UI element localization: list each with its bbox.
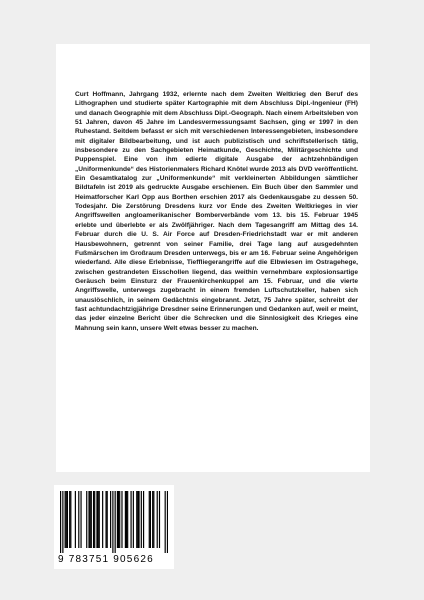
text-panel	[56, 44, 370, 472]
barcode-bar	[141, 491, 142, 548]
barcode-bar	[67, 491, 68, 548]
isbn-number: 9 783751 905626	[58, 554, 154, 565]
barcode-bar	[110, 491, 111, 548]
barcode-bar	[105, 491, 106, 548]
barcode-bar	[152, 491, 153, 548]
barcode-bar	[112, 491, 113, 553]
barcode-bar	[167, 491, 168, 553]
barcode-bar	[88, 491, 89, 548]
barcode-bar	[66, 491, 67, 548]
barcode-bar	[130, 491, 131, 548]
author-blurb: Curt Hoffmann, Jahrgang 1932, erlernte nach dem Zweiten Weltkrieg den Beruf des Lithographen und studierte später Kartographie mit dem Abschluss Dipl.-Ingenieur (FH) und danach Geographie mit dem Abschluss Dipl.-Geograph. Nach einem Arbeitsleben von 51 Jahren, davon 45 Jahre im Landesvermessungsamt Sachsen, ging er 1997 in den Ruhestand. Seitdem befasst er sich mit verschiedenen Interessengebieten, insbesondere mit digitaler Bildbearbeitung, und ist auch publizistisch und schriftstellerisch tätig, insbesondere zu den Sachgebieten Heimatkunde, Geschichte, Militärgeschichte und Puppenspiel. Eine von ihm edierte digitale Ausgabe der achtzehnbändigen „Uniformenkunde“ des Historienmalers Richard Knötel wurde 2013 als DVD veröffentlicht. Ein Gesamtkatalog zur „Uniformenkunde“ mit verkleinerten Abbildungen sämtlicher Bildtafeln ist 2019 als gedruckte Ausgabe erschienen. Ein Buch über den Sammler und Heimatforscher Karl Opp aus Borthen erschien 2017 als Gedenkausgabe zu dessen 50. Todesjahr. Die Zerstörung Dresdens kurz vor Ende des Zweiten Weltkrieges in vier Angriffswellen angloamerikanischer Bomberverbände vom 13. bis 15. Februar 1945 erlebte und überlebte er als Zwölfjähriger. Nach dem Tagesangriff am Mittag des 14. Februar durch die U. S. Air Force auf Dresden-Friedrichstadt war er mit anderen Hausbewohnern, getrennt von seiner Familie, drei Tage lang auf ausgedehnten Fußmärschen im Großraum Dresden unterwegs, bis er am 16. Februar seine Angehörigen wiederfand. Alle diese Erlebnisse, Tieffliegerangriffe auf die Elbwiesen im Ostragehege, zwischen gestrandeten Eisschollen liegend, das weithin vernehmbare explosionsartige Geräusch beim Einsturz der Frauenkirchenkuppel am 15. Februar, und die vierte Angriffswelle, unterwegs zugebracht in einem fremden Luftschutzkeller, haben sich unauslöschlich, in seinem Gedächtnis eingebrannt. Jetzt, 75 Jahre später, schreibt der fast achtundachtzigjährige Dresdner seine Erinnerungen und Gedanken auf, weil er meint, das jeder einzelne Bericht über die Schrecken und die Sinnlosigkeit des Krieges eine Mahnung sein kann, unsere Welt etwas besser zu machen.	[75, 91, 358, 332]
barcode-bar	[98, 491, 99, 548]
barcode-bar	[107, 491, 108, 548]
barcode-bar	[78, 491, 79, 548]
barcode-bar	[165, 491, 166, 553]
barcode-bar	[96, 491, 97, 548]
barcode-bar	[65, 491, 66, 548]
barcode-bar	[99, 491, 100, 548]
barcode-bar	[138, 491, 139, 548]
barcode-bar	[115, 491, 116, 553]
barcode-bar	[91, 491, 92, 548]
barcode-bar	[143, 491, 144, 548]
barcode-bar	[119, 491, 120, 548]
barcode-bar	[102, 491, 103, 548]
barcode-bar	[75, 491, 76, 548]
barcode-bar	[94, 491, 95, 548]
barcode-bar	[80, 491, 81, 548]
barcode-bar	[86, 491, 87, 548]
barcode-bar	[62, 491, 63, 553]
barcode-bar	[93, 491, 94, 548]
barcode-bar	[150, 491, 151, 548]
barcode-bar	[117, 491, 118, 548]
barcode-bar	[60, 491, 61, 553]
isbn-barcode	[54, 485, 174, 569]
barcode-bar	[126, 491, 127, 548]
barcode-bar	[153, 491, 154, 548]
barcode-bar	[136, 491, 137, 548]
barcode-bar	[69, 491, 70, 548]
barcode-bar	[125, 491, 126, 548]
barcode-bar	[157, 491, 158, 548]
barcode-bar	[137, 491, 138, 548]
barcode-bar	[127, 491, 128, 548]
barcode-bar	[118, 491, 119, 548]
barcode-bar	[90, 491, 91, 548]
barcode-bar	[121, 491, 122, 548]
barcode-bar	[159, 491, 160, 548]
barcode-bar	[70, 491, 71, 548]
barcode-icon	[60, 491, 168, 553]
barcode-bar	[133, 491, 134, 548]
barcode-bar	[149, 491, 150, 548]
